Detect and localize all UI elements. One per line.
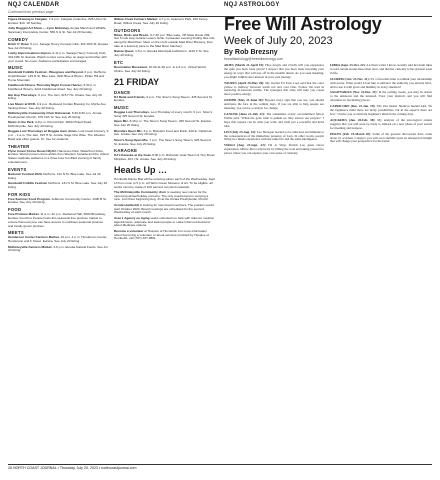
calendar-column-2 (114, 18, 215, 454)
horoscope-text: My analysis of the astrological omens suggests that you will soon be ready to embark on a new phase of your search for meaning and purpose. (330, 117, 432, 130)
calendar-section-label: NQJ CALENDAR (8, 2, 60, 8)
horoscope-entry (330, 105, 432, 117)
calendar-listing (8, 112, 109, 120)
listing-details: DelTerra. 131 N St. Blue Lake. See Jul 20 listing. (8, 171, 101, 180)
listing-details: Arcata Marsh and Wildlife Sanctuary Interpretive Center. 569 S G St. Sat Jul 29 Sunday. (8, 26, 106, 34)
horoscope-text: Beyond every sign that you see, you should anticipate the face in the coming days. If you are able to help people see meaning, you can be a catalyst for change. (224, 98, 324, 111)
horoscope-email[interactable]: freewillastrology@freewillastrology.com (224, 57, 284, 61)
calendar-category-heading: OUTDOORS (114, 27, 141, 33)
page-header (0, 0, 440, 14)
horoscope-text: I'm at Virgo Patrick Leo guest Oscer exploration. Mirror life's reciprocity by hitting the road and taking yourself to places where you can explore your own sense of curiosity. (224, 143, 324, 156)
listing-details: Lost Thursday of every month, 9 p.m. Siren's Song 325 Second St. Eureka. (114, 110, 213, 118)
listing-title: McKinleyville Farmers Market. (8, 244, 53, 249)
calendar-category-heading: DANCE (114, 89, 131, 95)
calendar-listing (114, 204, 215, 215)
calendar-listing (8, 84, 109, 92)
listing-title: Restorative Movement. (114, 64, 148, 69)
listing-details: 6:30-8:30 p.m. Arcata Presbyterian Church, 670 11th St. See July 20 listing. (8, 110, 102, 119)
listing-title: Hip Hop Thursdays. (8, 92, 38, 97)
listing-details: is looking for new board members. The position would start October 2023. Board meetings are scheduled for the second Wednesday of each month. (114, 202, 214, 215)
listing-details: 9 p.m. The Siren's Song Tavern, 325 Second St. Eureka. (114, 94, 213, 103)
listing-title: KJ's Karaoke at the Goat. (114, 153, 152, 158)
calendar-listing (114, 230, 215, 241)
calendar-category-heading: MEETS (8, 230, 24, 236)
listing-title: Lucky Improvisations Improv. (8, 50, 52, 55)
listing-title: Siren's Song Open Mic. (114, 137, 149, 142)
zodiac-sign-label: GEMINI (May 21-June 20): (224, 98, 264, 103)
calendar-listing (114, 130, 215, 138)
zodiac-sign-label: LEO (July 23-Aug. 22): (224, 129, 257, 134)
zodiac-sign-label: ARIES (March 21-April 19): (224, 64, 265, 67)
calendar-category-heading: FOOD (8, 207, 22, 213)
calendar-listing (114, 96, 215, 104)
zodiac-sign-label: CAPRICORN (Dec. 22-Jan. 19): (330, 104, 376, 109)
listing-title: Fieldbrook Fitness Thursday Night Concert Series. (8, 83, 83, 88)
calendar-listing (114, 217, 215, 228)
listing-details: 6 p.m. DelTerra Amphitheater, 129 N St. Blue Lake. With Blue & Bloom, Pickle Hill and Home Mountain. (8, 70, 106, 82)
calendar-category-heading: ETC (114, 59, 124, 65)
listing-details: Halvorsen Park, Waterfront Drive, Eureka. World renown circus artists from Western Canada and the United States captivate audience in a three-hour fun-filled evening of family entertainment. (8, 148, 109, 165)
calendar-listing (8, 130, 109, 141)
listing-details: Jefferson Community Center, 1000 B St. Eureka. See July 20 listing. (8, 196, 107, 205)
listing-details: Humboldt Dance Belt will be entering winter each of the Wednesday. Sept 13 from noon to 5 p.m. at Harris Green Museum of Art. To be eligible, art works must be made of 100 percent recycled materials. (114, 176, 215, 189)
zodiac-sign-label: VIRGO (Aug. 23-Sept. 22): (224, 143, 266, 148)
horoscope-column-2 (330, 64, 432, 420)
horoscope-week: Week of July 20, 2023 (224, 35, 333, 47)
listing-title: The McKinleyville Community choir (114, 189, 167, 194)
calendar-listing (114, 18, 215, 26)
horoscope-headline: Free Will Astrology (224, 14, 382, 34)
zodiac-sign-label: SCORPIO (Oct. 23-Nov. 21): (330, 76, 370, 81)
listing-details: 8:15 p.m. The Siren's Song Tavern, 325 Second St. Eureka. See July 20 listing. (114, 119, 212, 128)
horoscope-text: The sometimes overly overwhelmed fellow Wallie said, "When the gods wish to punish us, they answer our prayers." I hope that request can be what you want, and wish you a powerful and lucid idea. (224, 111, 324, 128)
horoscope-entry (330, 119, 432, 131)
listing-title: McKinleyville Community Choir Rehearsal. (8, 110, 71, 115)
listing-details: 5:30 p.m. Fieldbrook Winery, 4241 Fieldbrook Road. See July 20 listing. (8, 83, 97, 92)
calendar-listing (114, 66, 215, 74)
listing-details: 10 a.m.-1 p.m. Henderson Center, Henderson and F Street. Eureka. See July 20 listing. (8, 235, 108, 244)
listing-title: Blondies Open Mic. (114, 128, 143, 133)
calendar-day-heading: 21 FRIDAY (114, 76, 160, 87)
horoscope-text: A Libran writer I know recently said her brain likes to read certain stories more than once, and that her curiosity is her greatest asset in life. (330, 64, 432, 75)
listing-title: Free Produce Market. (8, 212, 40, 217)
horoscope-entry (224, 144, 324, 156)
listing-details: 6-11 p.m. Savage Henry Comedy Club, 401 Fifth St. Eureka. Watch comics come alive on stage and further with your crowd. No cover. Audience participation encouraged. (8, 50, 107, 63)
horoscope-text: In the coming weeks, you may be drawn to the unknown and the untested. Trust your instincts and you will find adventure in fascinating places. (330, 90, 432, 103)
horoscope-text: It's a favorable time to rethink your relationship with power. What would it feel like to embrace the authority you already have, and to use it with grace and humility in every situation? (330, 76, 432, 89)
calendar-category-heading: THEATER (8, 143, 30, 149)
calendar-category-heading: FOR KIDS (8, 191, 31, 197)
listing-details: 3-6 p.m. Eureka Natural Foods. See Jul 20 listing. (8, 244, 108, 253)
calendar-listing (8, 43, 109, 51)
listing-details: 6-8 p.m. Perrott Park. 900A Pickett Road. McKinleyville. See July 20 listing. (8, 120, 92, 128)
listing-details: 10:30-11:30 a.m. & 2-3 p.m. Virtual World, Online. See July 20 listing. (114, 64, 207, 73)
calendar-listing (8, 18, 109, 26)
horoscope-byline: By Rob Brezsny (224, 49, 278, 56)
listing-title: Live Music at RCR. (8, 101, 36, 106)
listing-title: Humboldt Folklife Festival - Bluegrass and Beyond. (8, 70, 84, 75)
calendar-category-heading: KARAOKE (114, 148, 138, 154)
listing-details: DelTerra. 131 N St. Blue Lake. See July 20 listing. (8, 181, 108, 189)
listing-details: 6 p.m. Savage Henry Comedy Club, 401 Fifth St. Eureka. See Jul 20 listing. (8, 41, 109, 50)
calendar-listing (114, 178, 215, 189)
listing-details: Lost Coast brewery, 9 p.m. - 1 a.m. The Jam, 915 H St. Arcata. Sage One Wise, The Wisdom Band and other guests. Or, free for students. (8, 129, 109, 141)
horoscope-entry (224, 82, 324, 98)
calendar-listing (114, 154, 215, 162)
calendar-listing (114, 111, 215, 119)
calendar-column-1 (8, 18, 109, 454)
listing-title: Humboldt Folklife Festival. (8, 181, 48, 186)
listing-title: Jolly Ruggett Art Show — Lynn Mckinney. (8, 26, 70, 31)
listing-title: DJ Dank and Friends. (114, 94, 146, 99)
listing-details: 4-9 p.m. Redwood Curtain Brewing Co. Myrtle Ave Tasting Room. See July 20 listing. (8, 101, 106, 110)
listing-details: 8:30 p.m. Richards' Goat Tavern & Tiny Room Minipiles, 401 I St. Arcata. See July 20 listing. (114, 153, 215, 162)
listing-title: Bikes, Birds and Brews. (114, 32, 150, 37)
horoscope-entry (224, 99, 324, 111)
listing-title: Become a volunteer (114, 228, 144, 233)
listing-title: Open Mic. (114, 119, 129, 124)
listing-details: 7-9 p.m. Fairgate Collective, 825 Union St. Eureka. $10. 18 Sunday. (8, 18, 108, 25)
calendar-listing (114, 50, 215, 58)
horoscope-entry (330, 64, 432, 76)
listing-details: 6 p.m. Blondies Food and Drink, 420 E. California Ave. Arcata. See July 20 listing. (114, 128, 212, 137)
listing-details: 4-7 p.m. Veteran's Park, 100 Kenny Road, Willow Creek. See July 20 listing. (114, 18, 208, 25)
calendar-listing (8, 71, 109, 82)
calendar-listing (8, 182, 109, 190)
zodiac-sign-label: SAGITTARIUS (Nov. 22-Dec. 21): (330, 90, 378, 95)
horoscope-entry (330, 78, 432, 90)
calendar-listing (8, 213, 109, 228)
listing-title: Figure Drawing in Fairgate. (8, 18, 48, 21)
calendar-day-heading: Heads Up … (114, 164, 168, 175)
listing-title: Free Summer Food Program. (8, 196, 51, 201)
calendar-listing (8, 52, 109, 63)
calendar-listing (114, 34, 215, 49)
horoscope-text: Some of the greatest discoveries have come about by accident. I suspect you will soon stumble upon an unexpected insight that will change your perspective for the better. (330, 131, 432, 144)
calendar-listing (114, 191, 215, 202)
listing-details: seeks volunteers to help with rides for medical appointments, advocate and assist people to make informed decisions about Medicare options. (114, 215, 214, 228)
calendar-listing (8, 103, 109, 111)
calendar-category-heading: MUSIC (114, 105, 129, 111)
listing-title: Badscarr Festival 2023. (8, 171, 43, 176)
calendar-listing (8, 121, 109, 129)
listing-title: Music in the Park. (8, 120, 35, 125)
zodiac-sign-label: TAURUS (April 20-May 20): (224, 80, 265, 85)
horoscope-entry (224, 113, 324, 129)
calendar-listing (8, 198, 109, 206)
listing-details: 11 a.m.-12 p.m. Redwood Hall, 5000 Broadway, Eureka. Food For People hosts this seasonal free produce market to ensure that everyone can have access to nutritious seasonal produce and locally grown produce. (8, 212, 106, 228)
horoscope-column-1 (224, 64, 324, 420)
listing-title: Reggae Lust Thursdays w/ Reggae Gem Jones. (8, 129, 78, 134)
listing-title: Arcata Humboldt (114, 202, 139, 207)
listing-title: Drink 'n' Draw. (8, 41, 30, 46)
calendar-listing (114, 139, 215, 147)
listing-details: is seeking new voices for the upcoming winter/holiday concerts. The only requirement is carrying a tune. Join them beginning Aug. 31 at the Arcata Presbyterian Church. (114, 189, 209, 202)
footer-rule (8, 464, 432, 465)
listing-details: 1-5 p.m. Eureka Municipal Auditorium, 1120 F St. See July 20 listing. (114, 49, 209, 58)
continued-note: Continued from previous page (8, 10, 54, 14)
listing-title: Flynn Coast Circus Desert Myth!. (8, 148, 57, 153)
horoscope-entry (330, 91, 432, 103)
horoscope-text: My teacher Ed Farn Coee said that the color yellow is midway between warm red and cool blue. Follow his lead in exploring in-between realms. The synergies that arise will help you create more positive energy. (224, 80, 324, 97)
horoscope-text: The Zen master Shunryu Suzuki said, "In the beginner's mind there are many possibilities, but in the expert's there are few." I invite you to cultivate beginner's mind in the coming days. (330, 104, 432, 116)
calendar-listing (8, 94, 109, 102)
footer-folio: 26 NORTH COAST JOURNAL • Thursday, July 20, 2023 • northcoastjournal.com (8, 466, 137, 470)
calendar-listing (8, 150, 109, 165)
horoscope-entry (224, 131, 324, 143)
calendar-listing (8, 173, 109, 181)
listing-details: 6-7:30 p.m. Blue Lake, Off State Route 299. Get 5 mile loop outside Lowe's Grille. A pleasant evening birding bike ride along the Mad River. Meet on the roofs outside Mad River Brewery, then take at a leisurely pace to the Mad River hatchery. (114, 32, 215, 48)
calendar-category-heading: COMEDY (8, 36, 29, 42)
listing-title: Nature Quest. (114, 49, 135, 54)
listing-title: Reggae Lust Thursdays. (114, 110, 150, 115)
calendar-listing (8, 246, 109, 254)
zodiac-sign-label: LIBRA (Sept. 23-Oct. 22): (330, 64, 366, 67)
zodiac-sign-label: PISCES (Feb. 19-March 20): (330, 131, 372, 136)
listing-details: 7 p.m. The Siren's Song Tavern, 325 Second St. Eureka. See July 20 listing. (114, 137, 211, 146)
astrology-section-label: NQJ ASTROLOGY (224, 2, 280, 8)
calendar-listing (114, 120, 215, 128)
calendar-listing (8, 27, 109, 35)
horoscope-text: Leo Hexagon learned to be oblivious and immune to the consequences of the immediate presence of Lion. In other words, people living in a minds experience with the same fire and the same intelligence. (224, 129, 324, 142)
listing-details: 9 p.m. The Jam, 915 H St. Arcata. See July 20 listing. (8, 92, 102, 101)
horoscope-entry (224, 64, 324, 80)
listing-details: at Hospice of Humboldt. For more information about becoming a volunteer or about services provided by Hospice of Humboldt, call (707) 267-9801. (114, 228, 209, 241)
horoscope-text: How deeply and vividly will you experience the gifts you have been given? I suspect that you have been investing your energy in ways that will pay off in the months ahead. As you seek meaning, you might exhibit extra interest in your own journey. (224, 64, 324, 79)
calendar-listing (8, 236, 109, 244)
listing-title: Henderson Center Farmers Market. (8, 235, 60, 240)
calendar-category-heading: MUSIC (8, 65, 23, 71)
zodiac-sign-label: CANCER (June 21-July 22): (224, 111, 265, 116)
listing-title: Willow Creek Farmers Market. (114, 18, 158, 21)
zodiac-sign-label: AQUARIUS (Jan. 20-Feb. 18): (330, 117, 376, 122)
calendar-category-heading: EVENTS (8, 166, 27, 172)
listing-title: Area 1 Agency on Aging (114, 215, 150, 220)
horoscope-entry (330, 133, 432, 145)
